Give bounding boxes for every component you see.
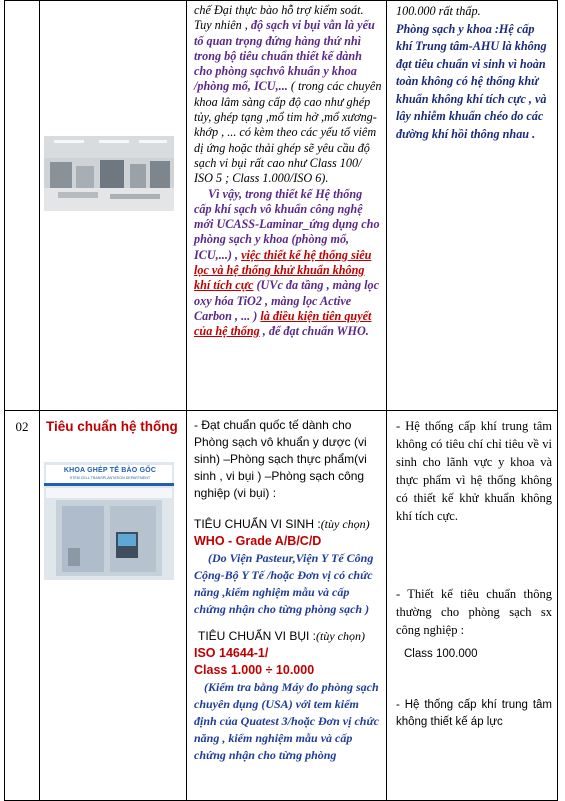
heading-line xyxy=(194,516,382,533)
text-span: , để đạt chuẩn WHO. xyxy=(259,324,369,339)
class-line: Class 1.000 ÷ 10.000 xyxy=(194,663,315,677)
row-title: Tiêu chuẩn hệ thống xyxy=(46,419,178,434)
paragraph: (Kiểm tra bằng Máy đo phòng sạch chuyên dụng (USA) với tem kiểm định của Quatest 3/hoặc Đơn vị chức năng , kiểm nghiệm mẫu và cấp chứng nhận cho từng phòng xyxy=(194,680,379,762)
text-line: chế Đại thực bào hỗ trợ kiểm soát. xyxy=(194,3,364,17)
paragraph: - Hệ thống cấp khí trung tâm không thiết kế áp lực xyxy=(396,699,552,728)
row2-description-cell xyxy=(187,411,387,801)
department-subsign: STEM CELL TRANSPLANTATION DEPARTMENT xyxy=(69,476,151,480)
text-span: (UVc đa tầng , màng lọc oxy hóa TiO2 , màng lọc Active Carbon , ... ) xyxy=(194,278,380,323)
heading-line xyxy=(194,628,382,645)
row2-comparison-cell xyxy=(387,411,558,801)
class-value: Class 100.000 xyxy=(404,648,478,660)
comparison-table xyxy=(4,0,558,801)
text-span: (tùy chọn) xyxy=(316,629,365,643)
text-span: TIÊU CHUẨN VI SINH : xyxy=(194,517,321,531)
text-line: 100.000 rất thấp. xyxy=(396,4,481,18)
grade-line: WHO - Grade A/B/C/D xyxy=(194,534,322,548)
row1-number-cell xyxy=(5,1,40,411)
row1-comparison-cell xyxy=(387,1,558,411)
text-span: TIÊU CHUẨN VI BỤI : xyxy=(198,629,317,643)
department-sign: KHOA GHÉP TẾ BÀO GỐC xyxy=(63,467,157,474)
paragraph: - Hệ thống cấp khí trung tâm không có tiêu chí chỉ tiêu về vi sinh cho lãnh vực y khoa và thực phẩm vì hệ thống không có thiết kế khử khuẩn không khí tích cực. xyxy=(396,419,552,523)
paragraph: - Thiết kế tiêu chuẩn thông thường cho phòng sạch sx công nghiệp : xyxy=(396,587,552,637)
row1-description-cell xyxy=(187,1,387,411)
paragraph xyxy=(194,18,382,186)
text-span: ( trong các chuyên khoa lâm sàng cấp độ cao như ghép tủy, ghép tạng ,mổ tim hở ,mổ xương-khớp , ... có kèm theo các yếu tố viêm dị ứng hoặc thải ghép sẽ yêu cầu độ sạch vi bụi rất cao như Class 100/ ISO 5 ; Class 1.000/ISO 6). xyxy=(194,79,382,186)
paragraph: (Do Viện Pasteur,Viện Y Tế Công Cộng-Bộ Y Tế /hoặc Đơn vị có chức năng ,kiểm nghiệm mẫu và cấp chứng nhận cho từng phòng sạch ) xyxy=(194,551,374,616)
stem-cell-department-photo xyxy=(44,462,174,580)
cleanroom-illustration xyxy=(44,136,174,211)
text-span: độ sạch vi bụi vẫn là yếu tố quan trọng đứng hàng thứ nhì trong bộ tiêu chuẩn thiết kế dành cho phòng sạchvô khuẩn y khoa /phòng mổ, ICU,... xyxy=(194,18,375,94)
row2-number-cell xyxy=(5,411,40,801)
text-span: việc thiết kế hệ thống siêu lọc và hệ thống khử khuẩn không khí tích cực xyxy=(194,247,372,293)
cleanroom-photo xyxy=(44,136,174,211)
text-span: Vì vậy, trong thiết kế Hệ thống cấp khí sạch vô khuẩn công nghệ mới UCASS-Laminar_ứng dụng cho phòng sạch y khoa (phòng mổ, ICU,...) , xyxy=(194,186,380,262)
text-span: Tuy nhiên , xyxy=(194,18,251,33)
text-span: (tùy chọn) xyxy=(320,517,370,531)
paragraph xyxy=(194,187,382,340)
paragraph: Phòng sạch y khoa :Hệ cấp khí Trung tâm-AHU là không đạt tiêu chuẩn vi sinh vì hoàn toàn không có hệ thống khử khuẩn không khí tích cực , và lây nhiễm khuẩn chéo do các đường khí hồi thông nhau . xyxy=(396,21,547,141)
paragraph: - Đạt chuẩn quốc tế dành cho Phòng sạch vô khuẩn y dược (vi sinh) –Phòng sạch thực phẩm(vi sinh , vi bụi ) –Phòng sạch công nghiệp (vi bụi) : xyxy=(194,418,367,500)
row-number: 02 xyxy=(15,419,29,434)
iso-line: ISO 14644-1/ xyxy=(194,646,269,660)
text-span: là điều kiện tiên quyết của hệ thống xyxy=(194,308,372,339)
